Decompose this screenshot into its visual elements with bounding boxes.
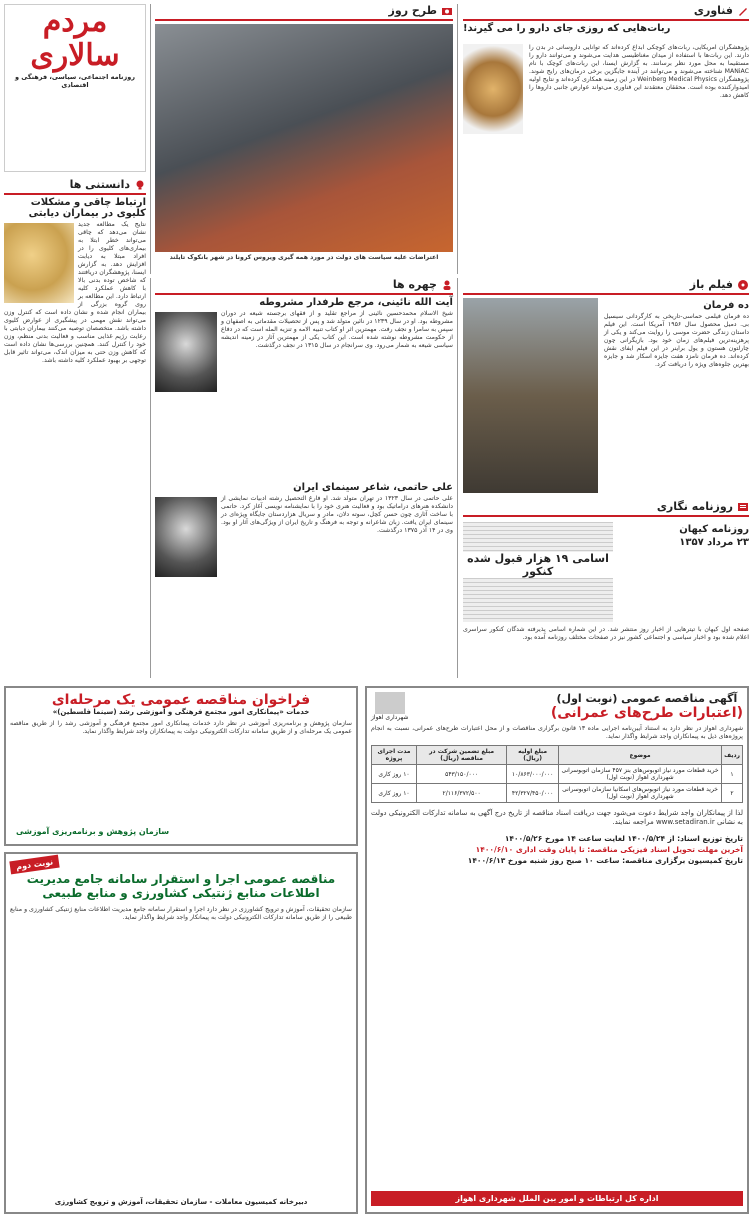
ad-body: لذا از پیمانکاران واجد شرایط دعوت می‌شود جهت دریافت اسناد مناقصه از تاریخ درج آگهی به سامانه تدارکات الکترونیکی دولت به نشانی www.setadiran.ir مراجعه نمایند. xyxy=(371,809,743,826)
table-header: مبلغ اولیه (ریال) xyxy=(507,746,559,765)
ad-footer: اداره کل ارتباطات و امور بین الملل شهرداری اهواز xyxy=(371,1191,743,1206)
people-section xyxy=(150,278,458,678)
film-header xyxy=(463,278,749,295)
table-cell: ۲ xyxy=(722,784,743,803)
table-cell: ۵۴۳/۱۵۰/۰۰۰ xyxy=(417,765,507,784)
section-label: روزنامه نگاری xyxy=(656,500,733,513)
health-body: نتایج یک مطالعه جدید نشان می‌دهد که چاقی می‌تواند خطر ابتلا به بیماری‌های کلیوی را در افراد مبتلا به دیابت افزایش دهد. به گزارش ایسنا، پژوهشگران دریافتند که شاخص توده بدنی بالا با کاهش عملکرد کلیه ارتباط دارد. این مطالعه بر روی گروه بزرگی از بیماران انجام شده و نشان داده است که کنترل وزن می‌تواند نقش مهمی در پیشگیری از عوارض کلیوی داشته باشد. متخصصان توصیه می‌کنند بیماران دیابتی با رعایت رژیم غذایی مناسب و فعالیت بدنی منظم، وزن خود را کنترل کنند. همچنین بررسی‌ها نشان داده است که کاهش وزن حتی به میزان اندک، می‌تواند تاثیر قابل توجهی بر بهبود عملکرد کلیه داشته باشد. xyxy=(4,221,146,364)
ad-title: آگهی مناقصه عمومی (نوبت اول) xyxy=(556,692,738,705)
photo-caption: اعتراضات علیه سیاست های دولت در مورد همه گیری ویروس کرونا در شهر بانکوک تایلند xyxy=(169,254,439,261)
municipality-logo-icon xyxy=(375,692,405,714)
science-header xyxy=(463,4,749,21)
lightbulb-icon xyxy=(134,179,146,191)
person-name-2: علی حاتمی، شاعر سینمای ایران xyxy=(293,482,453,493)
ad-org: دبیرخانه کمیسیون معاملات - سازمان تحقیقات، آموزش و ترویج کشاورزی xyxy=(54,1198,308,1206)
newspaper-logo: مردم سالاری xyxy=(30,4,120,73)
masthead xyxy=(4,4,146,172)
ad-intro: شهرداری اهواز در نظر دارد به استناد آیین‌نامه اجرایی ماده ۱۳ قانون برگزاری مناقصات و از محل اعتبارات طرح‌های عمرانی، نسبت به انجام پروژه‌های ذیل به پیمانکاران واجد شرایط واگذار نماید. xyxy=(371,725,743,740)
table-cell: ۱۰ روز کاری xyxy=(372,784,417,803)
org-logo: شهرداری اهواز xyxy=(371,692,408,721)
health-header xyxy=(4,178,146,195)
table-cell: ۱۰ روز کاری xyxy=(372,765,417,784)
archive-title: روزنامه کیهان xyxy=(679,524,749,535)
portrait-naini xyxy=(155,312,217,392)
portrait-hatami xyxy=(155,497,217,577)
film-body: ده فرمان فیلمی حماسی-تاریخی به کارگردانی سیسیل بی. دمیل محصول سال ۱۹۵۶ آمریکا است. این فیلم داستان زندگی حضرت موسی را روایت می‌کند و یکی از پرهزینه‌ترین فیلم‌های زمان خود بود. بازیگرانی چون چارلتون هستون و یول براینر در این فیلم ایفای نقش کرده‌اند. ده فرمان نامزد هفت جایزه اسکار شد و جایزه بهترین جلوه‌های ویژه را دریافت کرد. xyxy=(604,313,749,368)
person-body-1: شیخ الاسلام محمدحسین نائینی از مراجع تقلید و از فقهای برجسته شیعه در دوران مشروطه بود. او در سال ۱۲۳۹ در نائین متولد شد و پس از تحصیلات مقدماتی به اصفهان و سپس به سامرا و نجف رفت. مهمترین اثر او کتاب تنبیه الامه و تنزیه المله است که در دفاع از حکومت مشروطه نوشته شده است. این کتاب یکی از مهمترین آثار در زمینه اندیشه سیاسی شیعه به شمار می‌رود. وی سرانجام در سال ۱۳۱۵ در نجف درگذشت. xyxy=(221,310,453,349)
archive-clip xyxy=(463,522,613,622)
pen-icon xyxy=(737,5,749,17)
science-body: پژوهشگران آمریکایی، ربات‌های کوچکی ابداع کرده‌اند که توانایی داروسانی در بدن را دارند. این ربات‌ها با استفاده از میدان مغناطیسی هدایت می‌شوند و می‌توانند دارو را مستقیما به محل مورد نظر برسانند. به گزارش ایسنا، این ربات‌های کوچک با نام MANiAC شناخته می‌شوند و می‌توانند در آینده جایگزین برخی درمان‌های رایج شوند. پژوهشگران Weinberg Medical Physics در این زمینه همکاری کرده‌اند و نتایج اولیه امیدوارکننده بوده است. محققان معتقدند این فناوری می‌تواند عوارض جانبی داروها را کاهش دهد. xyxy=(529,44,749,99)
film-title: ده فرمان xyxy=(703,300,749,311)
table-cell: ۱۰/۸۶۳/۰۰۰/۰۰۰ xyxy=(507,765,559,784)
newspaper-icon xyxy=(737,501,749,513)
person-icon xyxy=(441,279,453,291)
table-cell: خرید قطعات مورد نیاز اتوبوس‌های بنز ۴۵۷ سازمان اتوبوسرانی شهرداری اهواز (نوبت اول) xyxy=(559,765,722,784)
table-cell: ۲/۱۱۶/۳۷۲/۵۰۰ xyxy=(417,784,507,803)
film-reel-icon xyxy=(737,279,749,291)
table-cell: خرید قطعات مورد نیاز اتوبوس‌های اسکانیا سازمان اتوبوسرانی شهرداری اهواز (نوبت اول) xyxy=(559,784,722,803)
film-section xyxy=(463,278,749,498)
tender-table xyxy=(371,745,743,803)
section-label: فیلم باز xyxy=(689,278,733,291)
ad-date-1: تاریخ توزیع اسناد: از ۱۴۰۰/۵/۲۴ لغایت ساعت ۱۴ مورخ ۱۴۰۰/۵/۲۶ xyxy=(504,834,743,843)
stamp-badge: نوبت دوم xyxy=(9,855,60,875)
tender-ad-education xyxy=(4,686,358,846)
section-label: فناوری xyxy=(693,4,733,17)
science-section xyxy=(463,4,749,274)
protest-photo xyxy=(155,24,453,252)
ad-subtitle: خدمات «پیمانکاری امور مجتمع فرهنگی و آموزشی رشد (سینما فلسطین)» xyxy=(52,708,310,716)
archive-date: ۲۳ مرداد ۱۳۵۷ xyxy=(679,537,749,548)
ad-date-2: آخرین مهلت تحویل اسناد فیزیکی مناقصه: تا پایان وقت اداری ۱۴۰۰/۶/۱۰ xyxy=(475,845,743,854)
section-label: طرح روز xyxy=(388,4,437,17)
table-cell: ۱ xyxy=(722,765,743,784)
science-title: ربات‌هایی که روزی جای دارو را می گیرند! xyxy=(463,23,671,34)
table-header: ردیف xyxy=(722,746,743,765)
ad-body: سازمان پژوهش و برنامه‌ریزی آموزشی در نظر دارد خدمات پیمانکاری امور مجتمع فرهنگی و آموزشی رشد را از طریق مناقصه عمومی یک مرحله‌ای و از طریق سامانه تدارکات الکترونیکی دولت به پیمانکاران واجد شرایط واگذار نماید. xyxy=(10,720,352,735)
masthead-tagline: روزنامه اجتماعی، سیاسی، فرهنگی و اقتصادی xyxy=(14,73,136,89)
table-row xyxy=(372,784,743,803)
ad-title: فراخوان مناقصه عمومی یک مرحله‌ای xyxy=(51,692,311,708)
table-header: مبلغ تضمین شرکت در مناقصه (ریال) xyxy=(417,746,507,765)
table-header: موضوع xyxy=(559,746,722,765)
table-cell: ۴۲/۳۲۷/۴۵۰/۰۰۰ xyxy=(507,784,559,803)
ad-date-3: تاریخ کمیسیون برگزاری مناقصه: ساعت ۱۰ صبح روز شنبه مورخ ۱۴۰۰/۶/۱۳ xyxy=(467,856,743,865)
section-label: چهره ها xyxy=(392,278,437,291)
table-row xyxy=(372,765,743,784)
archive-section xyxy=(463,500,749,678)
ad-title: مناقصه عمومی اجرا و استقرار سامانه جامع مدیریت اطلاعات منابع ژنتیکی کشاورزی و منابع طبیعی xyxy=(26,872,336,900)
archive-headline: اسامی ۱۹ هزار قبول شده کنکور xyxy=(463,552,613,578)
person-name-1: آیت الله نائینی، مرجع طرفدار مشروطه xyxy=(259,297,453,308)
film-still xyxy=(463,298,598,493)
tender-ad-agriculture xyxy=(4,852,358,1214)
tender-ad-ahvaz xyxy=(365,686,749,1214)
table-header: مدت اجرای پروژه xyxy=(372,746,417,765)
photo-section xyxy=(150,4,458,274)
archive-body: صفحه اول کیهان با تیترهایی از اخبار روز منتشر شد. در این شماره اسامی پذیرفته شدگان کنکور سراسری اعلام شده بود و اخبار سیاسی و اجتماعی کشور نیز در صفحات مختلف روزنامه آمده بود. xyxy=(463,626,749,641)
people-header xyxy=(155,278,453,295)
food-image xyxy=(4,223,74,303)
person-body-2: علی حاتمی در سال ۱۳۲۳ در تهران متولد شد. او فارغ التحصیل رشته ادبیات نمایشی از دانشکده هنرهای دراماتیک بود و فعالیت هنری خود را با نمایشنامه نویسی آغاز کرد. حاتمی با ساخت آثاری چون حسن کچل، سوته دلان، مادر و سریال هزاردستان جایگاه ویژه‌ای در سینمای ایران یافت. زبان شاعرانه و توجه به فرهنگ و تاریخ ایران از ویژگی‌های آثار او بود. وی در ۱۴ آذر ۱۳۷۵ درگذشت. xyxy=(221,495,453,534)
ad-body: سازمان تحقیقات، آموزش و ترویج کشاورزی در نظر دارد اجرا و استقرار سامانه جامع مدیریت اطلاعات منابع ژنتیکی کشاورزی و منابع طبیعی را از طریق سامانه تدارکات الکترونیکی دولت به پیمانکار واجد شرایط واگذار نماید. xyxy=(10,906,352,921)
section-label: دانستنی ها xyxy=(69,178,130,191)
ad-org: سازمان پژوهش و برنامه‌ریزی آموزشی xyxy=(16,827,170,836)
health-section xyxy=(4,178,146,678)
camera-icon xyxy=(441,5,453,17)
health-title: ارتباط چاقی و مشکلات کلیوی در بیماران دیابتی xyxy=(28,197,146,219)
archive-header xyxy=(463,500,749,517)
robot-image xyxy=(463,44,523,134)
photo-header xyxy=(155,4,453,21)
ad-subtitle: (اعتبارات طرح‌های عمرانی) xyxy=(550,705,743,721)
